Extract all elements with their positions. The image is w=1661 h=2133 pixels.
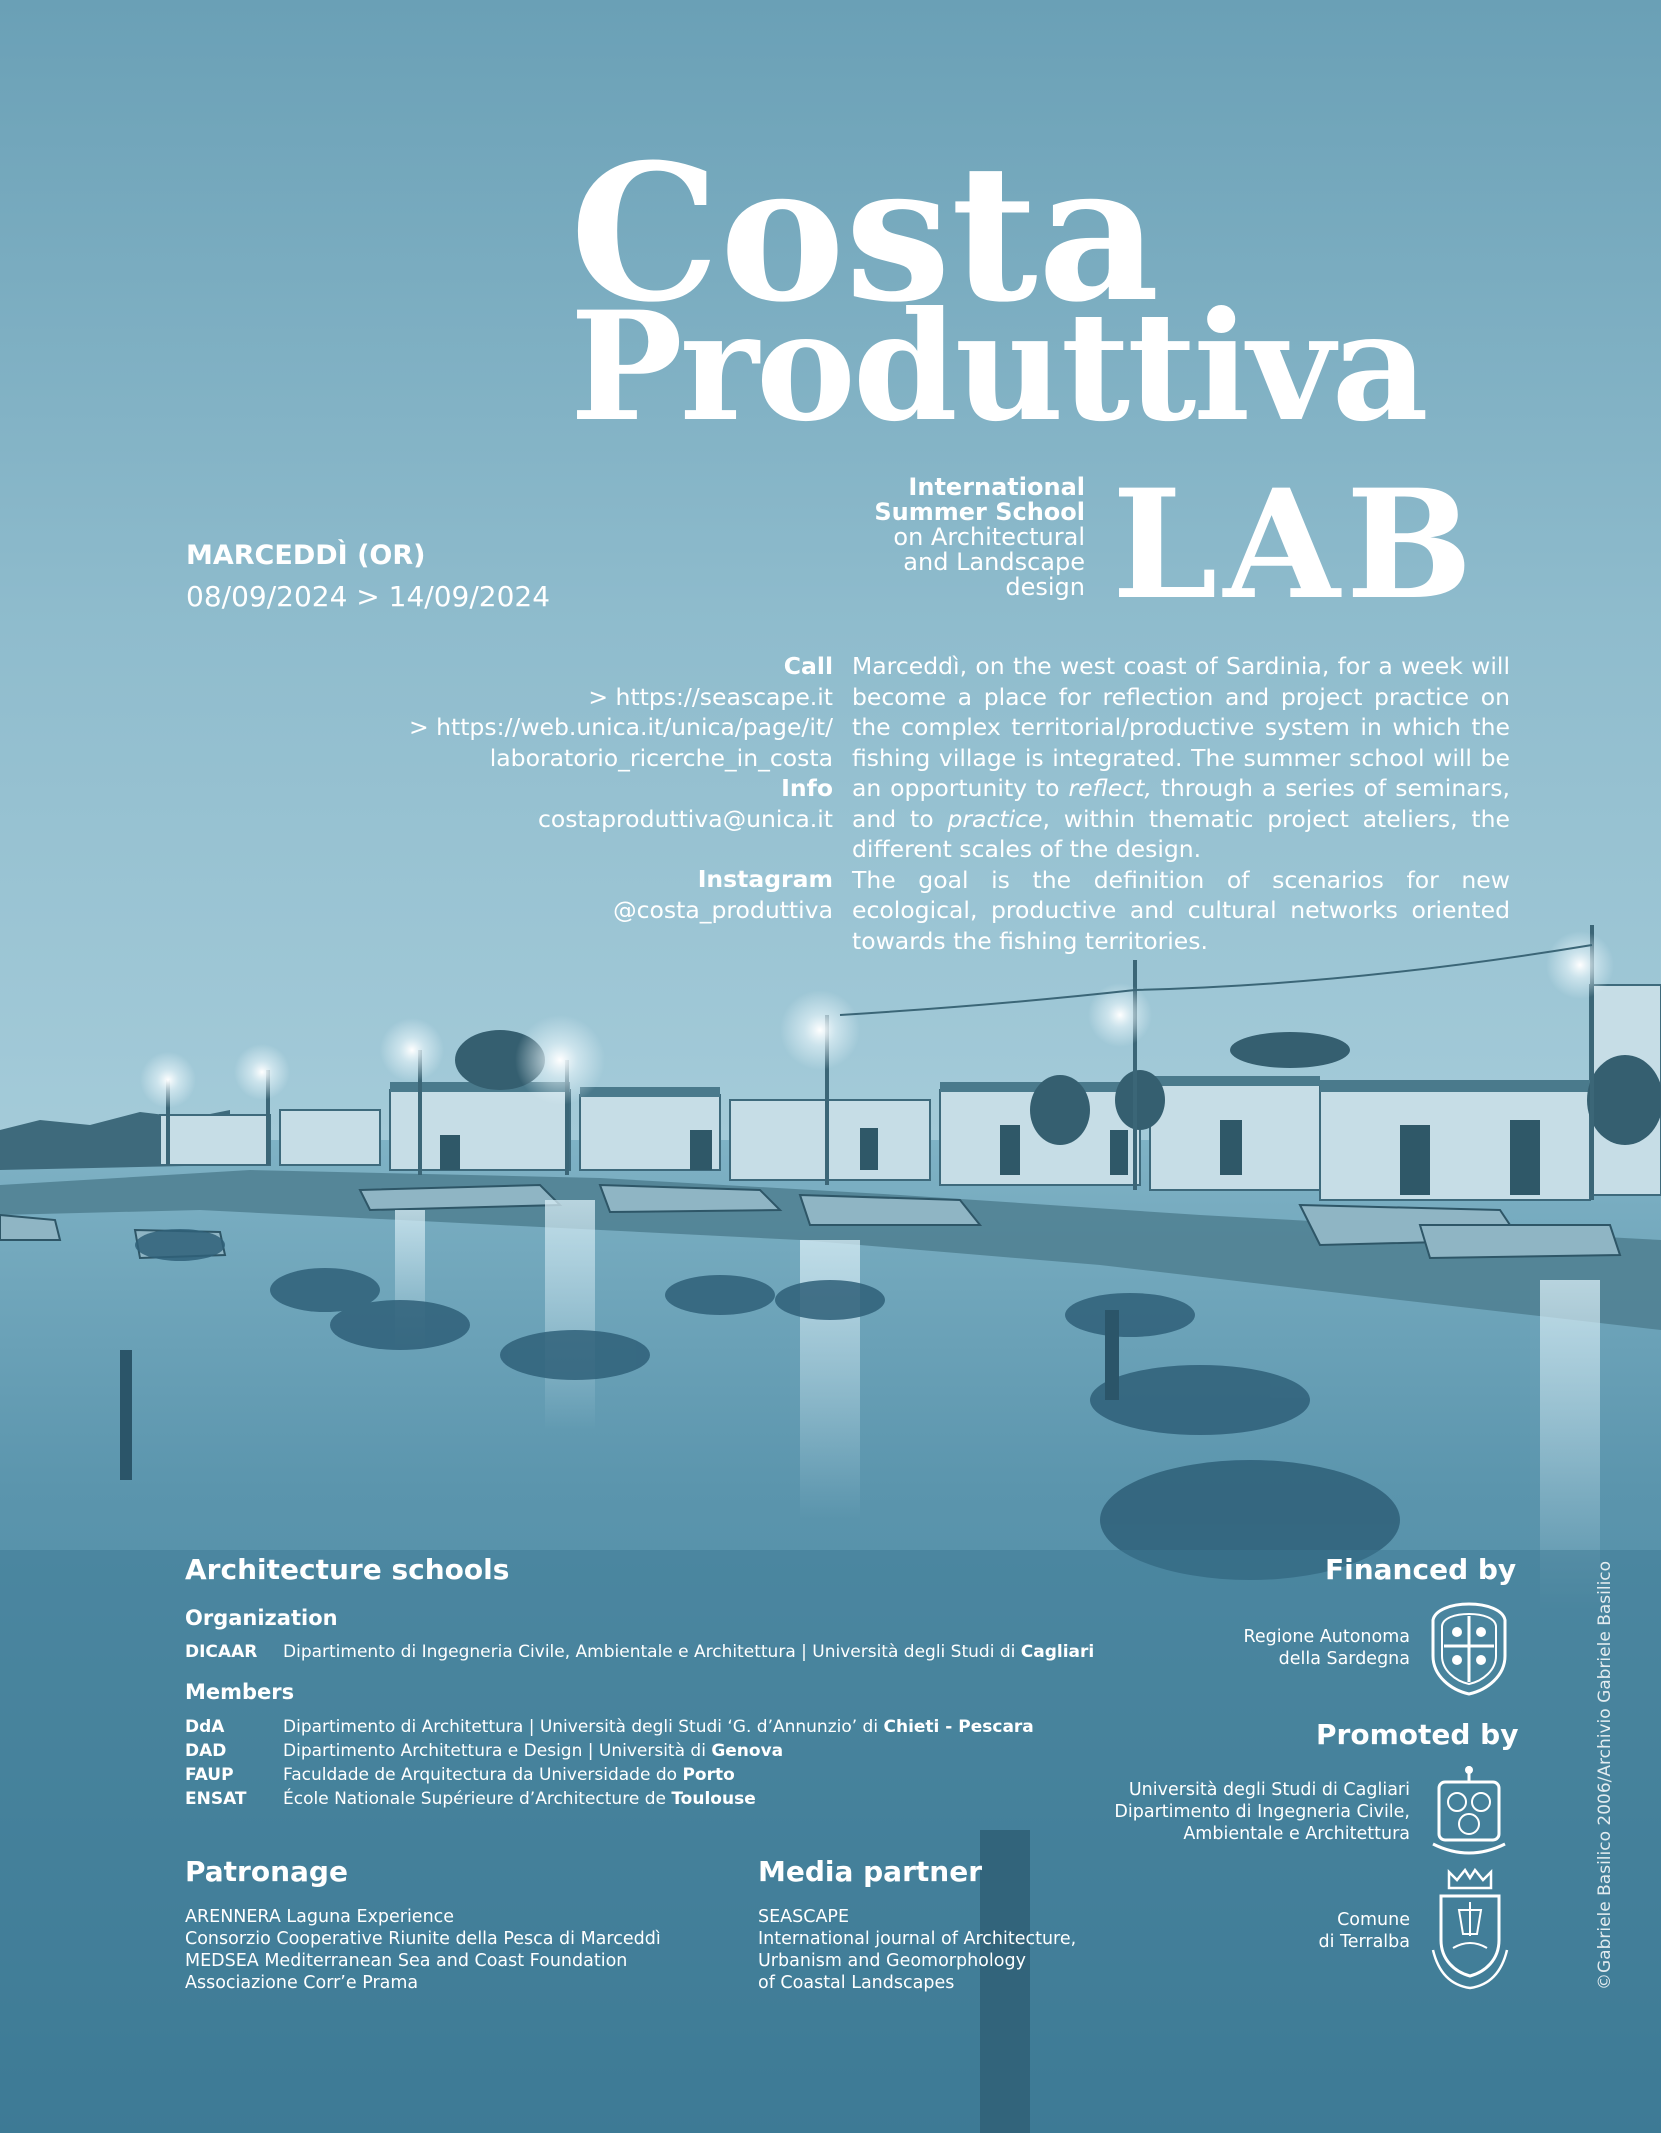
terralba-coat-of-arms-icon [1427,1866,1513,1992]
sardinia-region-crest-icon [1425,1598,1513,1698]
instagram-label: Instagram [697,865,833,893]
promoted-by-comune: Comune di Terralba [1318,1910,1410,1952]
financed-by-org: Regione Autonoma della Sardegna [1243,1627,1410,1669]
media-partner-list [758,1906,1076,1994]
info-label: Info [781,774,833,802]
list-item: Urbanism and Geomorphology [758,1951,1026,1971]
subtitle-line: and Landscape [903,548,1085,576]
dates: 08/09/2024 > 14/09/2024 [186,580,551,613]
call-link-unica[interactable]: > https://web.unica.it/unica/page/it/ [408,713,833,741]
promoted-by-university: Università degli Studi di Cagliari Dipartimento di Ingegneria Civile, Ambientale e Architettura [1114,1780,1410,1844]
patronage-list [185,1906,661,1994]
patronage-heading: Patronage [185,1855,348,1888]
description-paragraph: Marceddì, on the west coast of Sardinia, for a week will become a place for reflection and project practice on the complex territorial/productive system in which the fishing village is integrated. The summer school will be an opportunity to reflect, through a series of seminars, and to practice, within thematic project ateliers, the different scales of the design. [852,652,1510,863]
subtitle [780,475,1085,600]
subtitle-line: International [908,473,1085,501]
list-item: Associazione Corr’e Prama [185,1973,419,1993]
promoted-by-heading: Promoted by [1316,1718,1519,1751]
organization-abbr: DICAAR [185,1642,258,1662]
architecture-schools-heading: Architecture schools [185,1553,510,1586]
member-abbr: DdA [185,1717,225,1737]
member-name: École Nationale Supérieure d’Architecture de Toulouse [283,1789,756,1809]
university-cagliari-crest-icon [1423,1762,1515,1862]
title-line-produttiva: Produttiva [570,279,1426,455]
organization-name: Dipartimento di Ingegneria Civile, Ambientale e Architettura | Università degli Studi di Cagliari [283,1642,1095,1662]
subtitle-line: Summer School [874,498,1085,526]
description-paragraph: The goal is the definition of scenarios for new ecological, productive and cultural networks oriented towards the fishing territories. [852,865,1510,955]
list-item: International journal of Architecture, [758,1929,1077,1949]
list-item: of Coastal Landscapes [758,1973,955,1993]
location: MARCEDDÌ (OR) [186,540,426,571]
member-name: Faculdade de Arquitectura da Universidade do Porto [283,1765,735,1785]
contacts [250,651,833,925]
title-line-costa: Costa [570,123,1160,344]
call-label: Call [783,652,833,680]
member-abbr: FAUP [185,1765,234,1785]
subtitle-line: design [1005,573,1085,601]
member-name: Dipartimento di Architettura | Università degli Studi ‘G. d’Annunzio’ di Chieti - Pescara [283,1717,1034,1737]
organization-heading: Organization [185,1606,338,1630]
list-item: SEASCAPE [758,1907,850,1927]
member-name: Dipartimento Architettura e Design | Università di Genova [283,1741,784,1761]
call-link-unica-path[interactable]: laboratorio_ricerche_in_costa [489,743,833,772]
list-item: Consorzio Cooperative Riunite della Pesca di Marceddì [185,1929,661,1949]
member-abbr: DAD [185,1741,227,1761]
instagram-handle[interactable]: @costa_produttiva [613,895,833,924]
members-heading: Members [185,1680,295,1704]
list-item: ARENNERA Laguna Experience [185,1907,455,1927]
financed-by-heading: Financed by [1325,1553,1517,1586]
photo-credit: ©Gabriele Basilico 2006/Archivio Gabriele Basilico [1595,1560,1615,1990]
call-link-seascape[interactable]: > https://seascape.it [588,682,833,711]
subtitle-line: on Architectural [893,523,1085,551]
info-email[interactable]: costaproduttiva@unica.it [537,804,833,833]
media-partner-heading: Media partner [758,1855,982,1888]
list-item: MEDSEA Mediterranean Sea and Coast Foundation [185,1951,628,1971]
title-line-lab: LAB [1112,457,1479,633]
member-abbr: ENSAT [185,1789,247,1809]
description [852,651,1510,956]
